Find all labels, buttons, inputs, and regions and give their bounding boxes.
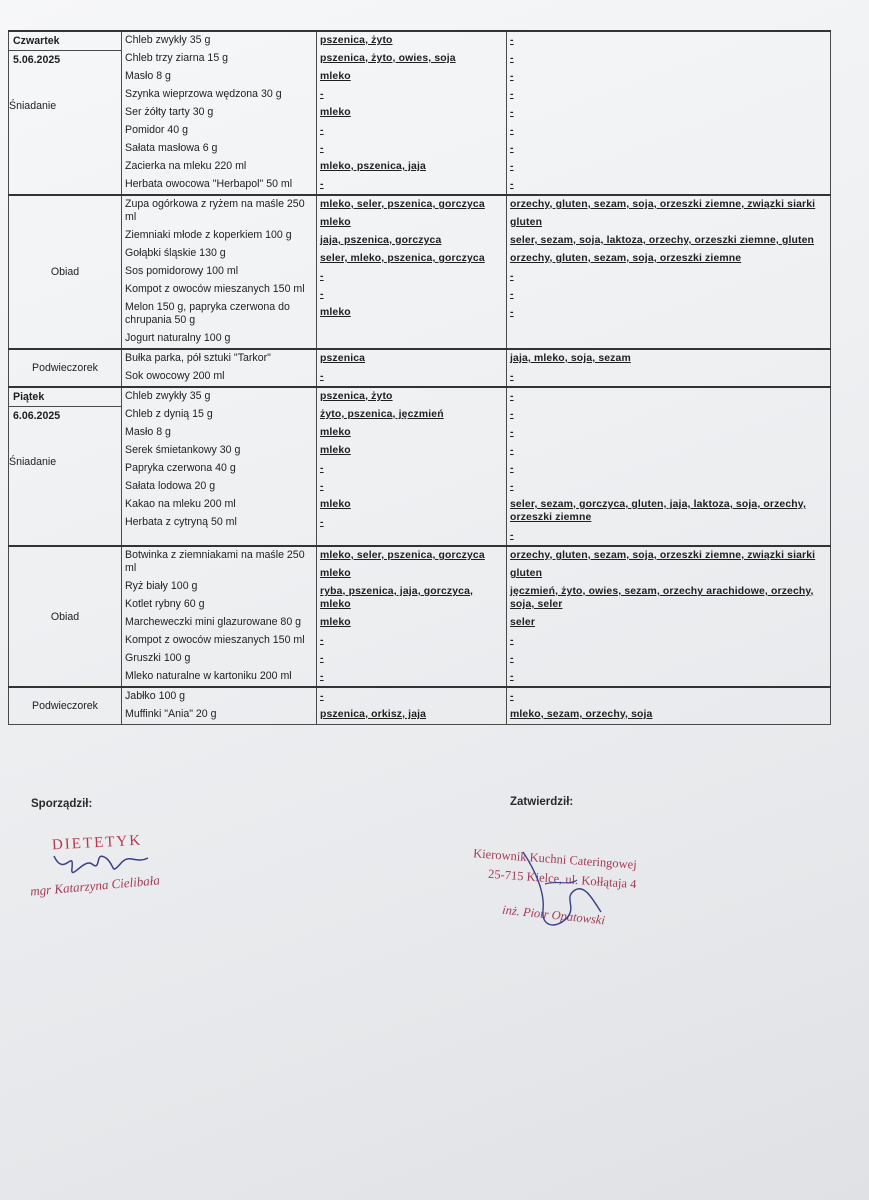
trace-allergen-list: seler, sezam, gorczyca, gluten, jaja, laktoza, soja, orzechy, orzeszki ziemne <box>510 499 806 523</box>
trace-allergen-list: - <box>510 35 514 46</box>
extra-allergens-cell <box>507 349 831 387</box>
trace-allergen-list: - <box>510 143 514 154</box>
extra-allergens-cell <box>507 387 831 546</box>
dish-name: Jabłko 100 g <box>125 690 186 702</box>
dish-name: Kompot z owoców mieszanych 150 ml <box>125 283 305 295</box>
dish-name: Sałata lodowa 20 g <box>125 480 216 492</box>
allergen-list: mleko <box>320 617 351 628</box>
allergen-list: mleko, seler, pszenica, gorczyca <box>320 550 485 561</box>
dish-name: Sok owocowy 200 ml <box>125 370 225 382</box>
day-date: 5.06.2025 <box>9 50 121 66</box>
dish-name: Chleb z dynią 15 g <box>125 408 213 420</box>
allergen-list: - <box>320 143 324 154</box>
trace-allergen-list: orzechy, gluten, sezam, soja, orzeszki ziemne, związki siarki <box>510 550 816 561</box>
kitchen-stamp-line2: 25-715 Kielce, ul. Kołłątaja 4 <box>487 866 637 892</box>
trace-allergen-list: - <box>510 125 514 136</box>
trace-allergen-list: - <box>510 530 514 541</box>
dish-name: Pomidor 40 g <box>125 124 189 136</box>
allergen-list: - <box>320 653 324 664</box>
extra-allergens-cell <box>507 31 831 195</box>
allergen-list: - <box>320 463 324 474</box>
dish-name: Masło 8 g <box>125 426 171 438</box>
dish-name: Bułka parka, pół sztuki "Tarkor" <box>125 352 271 364</box>
allergen-list: - <box>320 481 324 492</box>
trace-allergen-list: - <box>510 307 514 318</box>
trace-allergen-list: orzechy, gluten, sezam, soja, orzeszki ziemne, związki siarki <box>510 199 816 210</box>
allergen-list: jaja, pszenica, gorczyca <box>320 235 442 246</box>
trace-allergen-list: - <box>510 53 514 64</box>
extra-allergens-cell <box>507 687 831 725</box>
trace-allergen-list: - <box>510 671 514 682</box>
trace-allergen-list: - <box>510 179 514 190</box>
meal-name-cell <box>9 349 122 387</box>
trace-allergen-list: orzechy, gluten, sezam, soja, orzeszki ziemne <box>510 253 742 264</box>
signatures-section <box>0 780 869 980</box>
dish-name: Herbata z cytryną 50 ml <box>125 516 237 528</box>
trace-allergen-list: - <box>510 635 514 646</box>
trace-allergen-list: jaja, mleko, soja, sezam <box>510 353 631 364</box>
allergen-list: - <box>320 635 324 646</box>
allergen-list: - <box>320 89 324 100</box>
dish-name: Kotlet rybny 60 g <box>125 598 205 610</box>
allergen-list: ryba, pszenica, jaja, gorczyca, mleko <box>320 586 474 610</box>
trace-allergen-list: - <box>510 89 514 100</box>
allergen-list: mleko <box>320 499 351 510</box>
manager-signature <box>505 840 615 940</box>
dish-name: Muffinki "Ania" 20 g <box>125 708 217 720</box>
trace-allergen-list: mleko, sezam, orzechy, soja <box>510 709 653 720</box>
meal-row <box>9 31 831 195</box>
meal-name-cell <box>9 31 122 195</box>
meal-row <box>9 195 831 349</box>
trace-allergen-list: - <box>510 289 514 300</box>
dish-name: Kakao na mleku 200 ml <box>125 498 236 510</box>
meal-name-cell <box>9 546 122 687</box>
day-name: Czwartek <box>13 35 60 47</box>
trace-allergen-list: seler <box>510 617 536 628</box>
extra-allergens-cell <box>507 546 831 687</box>
dish-name: Sos pomidorowy 100 ml <box>125 265 239 277</box>
dish-name: Ziemniaki młode z koperkiem 100 g <box>125 229 292 241</box>
trace-allergen-list: - <box>510 161 514 172</box>
allergen-list: - <box>320 371 324 382</box>
trace-allergen-list: jęczmień, żyto, owies, sezam, orzechy arachidowe, orzechy, soja, seler <box>510 586 814 610</box>
trace-allergen-list: gluten <box>510 217 543 228</box>
allergen-list: - <box>320 125 324 136</box>
trace-allergen-list: - <box>510 427 514 438</box>
allergen-list: - <box>320 179 324 190</box>
dietitian-stamp-title: DIETETYK <box>51 832 143 854</box>
allergen-list: pszenica, żyto <box>320 35 393 46</box>
trace-allergen-list: - <box>510 391 514 402</box>
trace-allergen-list: - <box>510 445 514 456</box>
meal-row <box>9 546 831 687</box>
trace-allergen-list: seler, sezam, soja, laktoza, orzechy, orzeszki ziemne, gluten <box>510 235 815 246</box>
dish-cell <box>122 195 317 349</box>
allergens-cell <box>317 31 507 195</box>
day-date: 6.06.2025 <box>9 406 121 422</box>
meal-name: Podwieczorek <box>32 700 98 712</box>
allergen-list: mleko <box>320 71 351 82</box>
dish-cell <box>122 387 317 546</box>
dish-name: Gruszki 100 g <box>125 652 191 664</box>
trace-allergen-list: - <box>510 371 514 382</box>
allergens-cell <box>317 195 507 349</box>
extra-allergens-cell <box>507 195 831 349</box>
dish-name: Herbata owocowa "Herbapol" 50 ml <box>125 178 293 190</box>
trace-allergen-list: - <box>510 107 514 118</box>
allergen-list: mleko <box>320 427 351 438</box>
trace-allergen-list: gluten <box>510 568 543 579</box>
dish-cell <box>122 546 317 687</box>
dish-name: Sałata masłowa 6 g <box>125 142 218 154</box>
allergen-list: pszenica <box>320 353 366 364</box>
trace-allergen-list: - <box>510 481 514 492</box>
trace-allergen-list: - <box>510 691 514 702</box>
dish-name: Szynka wieprzowa wędzona 30 g <box>125 88 282 100</box>
trace-allergen-list: - <box>510 653 514 664</box>
allergen-list: - <box>320 271 324 282</box>
meal-name: Obiad <box>50 266 80 278</box>
allergen-list: - <box>320 691 324 702</box>
meal-name: Śniadanie <box>9 100 57 112</box>
kitchen-stamp-line1: Kierownik Kuchni Cateringowej <box>472 846 638 872</box>
meal-name: Podwieczorek <box>32 362 98 374</box>
dish-name: Ryż biały 100 g <box>125 580 198 592</box>
dish-name: Jogurt naturalny 100 g <box>125 332 231 344</box>
allergen-list: mleko <box>320 445 351 456</box>
allergen-list: mleko <box>320 107 351 118</box>
trace-allergen-list: - <box>510 271 514 282</box>
allergen-list: żyto, pszenica, jęczmień <box>320 409 444 420</box>
allergen-list: mleko <box>320 307 351 318</box>
dish-name: Mleko naturalne w kartoniku 200 ml <box>125 670 292 682</box>
dish-cell <box>122 687 317 725</box>
allergens-cell <box>317 546 507 687</box>
trace-allergen-list: - <box>510 71 514 82</box>
dish-name: Chleb zwykły 35 g <box>125 34 211 46</box>
dish-name: Ser żółty tarty 30 g <box>125 106 214 118</box>
menu-table-body <box>9 31 831 725</box>
dietitian-stamp-name: mgr Katarzyna Cielibała <box>29 872 161 899</box>
allergen-list: - <box>320 671 324 682</box>
allergens-cell <box>317 687 507 725</box>
dish-name: Papryka czerwona 40 g <box>125 462 236 474</box>
dish-name: Serek śmietankowy 30 g <box>125 444 241 456</box>
allergen-list: - <box>320 289 324 300</box>
meal-row <box>9 387 831 546</box>
meal-row <box>9 687 831 725</box>
dish-name: Chleb zwykły 35 g <box>125 390 211 402</box>
allergen-list: pszenica, żyto, owies, soja <box>320 53 456 64</box>
dish-name: Melon 150 g, papryka czerwona do chrupania 50 g <box>125 301 290 326</box>
dish-name: Chleb trzy ziarna 15 g <box>125 52 229 64</box>
allergen-list: mleko, seler, pszenica, gorczyca <box>320 199 485 210</box>
dish-cell <box>122 349 317 387</box>
meal-name-cell <box>9 687 122 725</box>
prepared-by-label: Sporządził: <box>31 798 93 810</box>
allergens-cell <box>317 349 507 387</box>
allergen-list: mleko <box>320 568 351 579</box>
meal-name: Obiad <box>50 610 80 623</box>
dish-name: Botwinka z ziemniakami na maśle 250 ml <box>125 549 305 574</box>
dish-cell <box>122 31 317 195</box>
meal-row <box>9 349 831 387</box>
allergen-list: seler, mleko, pszenica, gorczyca <box>320 253 485 264</box>
allergen-list: pszenica, żyto <box>320 391 393 402</box>
dish-name: Marcheweczki mini glazurowane 80 g <box>125 616 302 628</box>
allergen-list: mleko <box>320 217 351 228</box>
allergen-list: - <box>320 517 324 528</box>
dish-name: Zupa ogórkowa z ryżem na maśle 250 ml <box>125 198 305 223</box>
kitchen-stamp-name: inż. Piotr Opatowski <box>501 902 606 928</box>
trace-allergen-list: - <box>510 463 514 474</box>
dish-name: Kompot z owoców mieszanych 150 ml <box>125 634 305 646</box>
allergens-cell <box>317 387 507 546</box>
meal-name-cell <box>9 195 122 349</box>
day-name: Piątek <box>13 391 45 403</box>
trace-allergen-list: - <box>510 409 514 420</box>
allergen-list: pszenica, orkisz, jaja <box>320 709 427 720</box>
allergen-list: mleko, pszenica, jaja <box>320 161 426 172</box>
menu-table <box>8 30 831 725</box>
meal-name: Śniadanie <box>9 456 57 468</box>
dish-name: Zacierka na mleku 220 ml <box>125 160 247 172</box>
dish-name: Gołąbki śląskie 130 g <box>125 247 226 259</box>
dish-name: Masło 8 g <box>125 70 171 82</box>
approved-by-label: Zatwierdził: <box>510 796 574 808</box>
meal-name-cell <box>9 387 122 546</box>
